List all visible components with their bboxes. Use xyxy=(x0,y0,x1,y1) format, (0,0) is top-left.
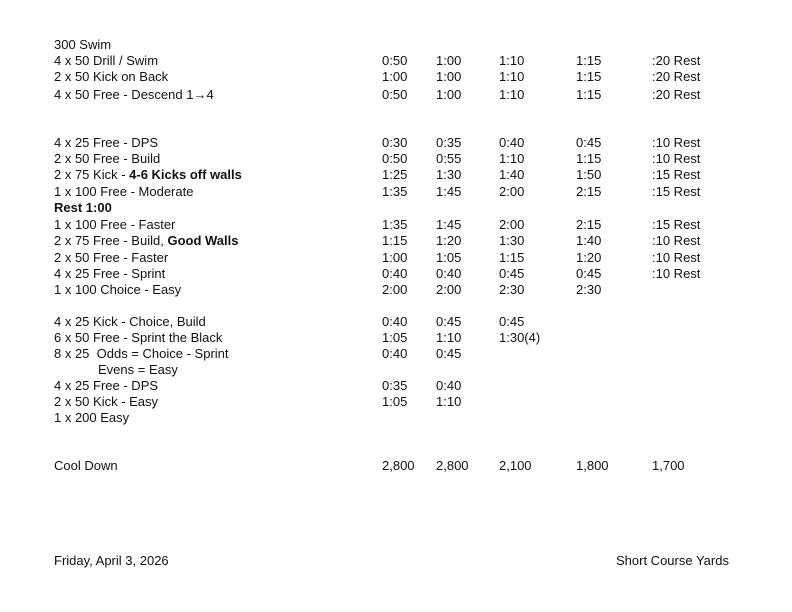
set-description: Evens = Easy xyxy=(98,362,178,377)
interval-group-1: 0:50 xyxy=(382,53,408,68)
set-description-text: 2 x 75 Kick - xyxy=(54,167,130,182)
interval-group-1: 1:25 xyxy=(382,167,408,182)
interval-group-1: 1:05 xyxy=(382,394,408,409)
rest-interval: :20 Rest xyxy=(652,53,701,68)
interval-group-3: 1:10 xyxy=(499,87,525,102)
interval-group-3: 2:00 xyxy=(499,217,525,232)
interval-group-3: 2:00 xyxy=(499,184,525,199)
interval-group-4: 1:50 xyxy=(576,167,602,182)
set-description: 4 x 50 Drill / Swim xyxy=(54,53,159,68)
footer-date: Friday, April 3, 2026 xyxy=(54,553,169,568)
set-row xyxy=(0,183,792,200)
set-description: 4 x 25 Free - DPS xyxy=(54,378,159,393)
interval-group-2: 1:05 xyxy=(436,250,462,265)
interval-group-2: 0:40 xyxy=(436,266,462,281)
interval-group-2: 0:40 xyxy=(436,378,462,393)
set-row xyxy=(0,36,792,53)
interval-group-1: 0:40 xyxy=(382,266,408,281)
set-description: 6 x 50 Free - Sprint the Black xyxy=(54,330,223,345)
rest-interval: :10 Rest xyxy=(652,250,701,265)
total-yardage-5: 1,700 xyxy=(652,458,685,473)
interval-group-4: 2:30 xyxy=(576,282,602,297)
interval-group-3: 1:30 xyxy=(499,233,525,248)
set-row xyxy=(0,409,792,426)
interval-group-1: 0:35 xyxy=(382,378,408,393)
set-description: 4 x 25 Free - Sprint xyxy=(54,266,166,281)
interval-group-3: 0:45 xyxy=(499,266,525,281)
set-row xyxy=(0,52,792,69)
interval-group-2: 0:45 xyxy=(436,314,462,329)
set-row xyxy=(0,166,792,183)
set-description-text: 2 x 75 Free - Build, xyxy=(54,233,168,248)
rest-interval: :10 Rest xyxy=(652,135,701,150)
interval-group-3: 0:45 xyxy=(499,314,525,329)
set-description: 4 x 25 Kick - Choice, Build xyxy=(54,314,206,329)
interval-group-1: 2:00 xyxy=(382,282,408,297)
interval-group-4: 1:15 xyxy=(576,69,602,84)
interval-group-4: 2:15 xyxy=(576,217,602,232)
interval-group-1: 0:30 xyxy=(382,135,408,150)
set-description: 1 x 100 Free - Moderate xyxy=(54,184,194,199)
interval-group-1: 0:50 xyxy=(382,151,408,166)
interval-group-2: 1:10 xyxy=(436,394,462,409)
interval-group-2: 1:30 xyxy=(436,167,462,182)
interval-group-4: 0:45 xyxy=(576,266,602,281)
interval-group-2: 1:10 xyxy=(436,330,462,345)
interval-group-1: 1:05 xyxy=(382,330,408,345)
interval-group-1: 0:40 xyxy=(382,346,408,361)
set-row xyxy=(0,249,792,266)
set-row xyxy=(0,377,792,394)
set-emphasis: Good Walls xyxy=(167,233,239,248)
interval-group-2: 1:45 xyxy=(436,217,462,232)
rest-interval: :20 Rest xyxy=(652,69,701,84)
interval-group-1: 0:50 xyxy=(382,87,408,102)
set-row xyxy=(0,345,792,362)
interval-group-2: 1:00 xyxy=(436,53,462,68)
interval-group-4: 1:15 xyxy=(576,151,602,166)
set-description: 4 x 25 Free - DPS xyxy=(54,135,159,150)
total-yardage-3: 2,100 xyxy=(499,458,532,473)
interval-group-4: 1:15 xyxy=(576,87,602,102)
set-description: 2 x 50 Kick on Back xyxy=(54,69,169,84)
interval-group-1: 1:35 xyxy=(382,184,408,199)
set-description: 1 x 100 Choice - Easy xyxy=(54,282,182,297)
total-yardage-4: 1,800 xyxy=(576,458,609,473)
total-yardage-1: 2,800 xyxy=(382,458,415,473)
interval-group-1: 1:15 xyxy=(382,233,408,248)
set-description: 4 x 50 Free - Descend 1→4 xyxy=(54,87,214,102)
set-row xyxy=(0,281,792,298)
interval-group-2: 2:00 xyxy=(436,282,462,297)
interval-group-4: 1:15 xyxy=(576,53,602,68)
set-description: 2 x 50 Kick - Easy xyxy=(54,394,159,409)
set-row xyxy=(0,134,792,151)
footer-course-type: Short Course Yards xyxy=(616,553,729,568)
set-description: 300 Swim xyxy=(54,37,112,52)
interval-group-4: 1:20 xyxy=(576,250,602,265)
set-description xyxy=(54,166,242,183)
interval-group-3: 1:15 xyxy=(499,250,525,265)
rest-interval: :10 Rest xyxy=(652,266,701,281)
cooldown-row xyxy=(0,457,792,474)
interval-group-2: 1:00 xyxy=(436,87,462,102)
rest-interval: :20 Rest xyxy=(652,87,701,102)
cooldown-label: Cool Down xyxy=(54,458,118,473)
interval-group-2: 1:20 xyxy=(436,233,462,248)
interval-group-2: 1:00 xyxy=(436,69,462,84)
set-row xyxy=(0,265,792,282)
total-yardage-2: 2,800 xyxy=(436,458,469,473)
interval-group-2: 1:45 xyxy=(436,184,462,199)
interval-group-3: 1:30(4) xyxy=(499,330,541,345)
interval-group-1: 1:00 xyxy=(382,250,408,265)
interval-group-3: 1:10 xyxy=(499,151,525,166)
set-row xyxy=(0,216,792,233)
set-description: 2 x 50 Free - Faster xyxy=(54,250,169,265)
interval-group-3: 1:10 xyxy=(499,53,525,68)
interval-group-4: 1:40 xyxy=(576,233,602,248)
set-description xyxy=(54,232,238,249)
set-row xyxy=(0,361,792,378)
interval-group-2: 0:35 xyxy=(436,135,462,150)
set-description: 1 x 100 Free - Faster xyxy=(54,217,176,232)
set-row xyxy=(0,313,792,330)
interval-group-1: 1:00 xyxy=(382,69,408,84)
rest-interval: :15 Rest xyxy=(652,167,701,182)
rest-interval: :15 Rest xyxy=(652,184,701,199)
interval-group-3: 0:40 xyxy=(499,135,525,150)
set-emphasis: 4-6 Kicks off walls xyxy=(129,167,242,182)
set-row xyxy=(0,150,792,167)
set-description: 1 x 200 Easy xyxy=(54,410,130,425)
interval-group-4: 2:15 xyxy=(576,184,602,199)
interval-group-1: 0:40 xyxy=(382,314,408,329)
set-row xyxy=(0,199,792,216)
set-row xyxy=(0,232,792,249)
set-row xyxy=(0,86,792,103)
rest-interval: :10 Rest xyxy=(652,233,701,248)
interval-group-3: 2:30 xyxy=(499,282,525,297)
rest-break-label: Rest 1:00 xyxy=(54,200,112,215)
interval-group-3: 1:40 xyxy=(499,167,525,182)
set-description: 2 x 50 Free - Build xyxy=(54,151,161,166)
set-description: 8 x 25 Odds = Choice - Sprint xyxy=(54,346,229,361)
rest-interval: :10 Rest xyxy=(652,151,701,166)
interval-group-3: 1:10 xyxy=(499,69,525,84)
set-row xyxy=(0,68,792,85)
interval-group-1: 1:35 xyxy=(382,217,408,232)
rest-interval: :15 Rest xyxy=(652,217,701,232)
interval-group-2: 0:45 xyxy=(436,346,462,361)
interval-group-2: 0:55 xyxy=(436,151,462,166)
set-row xyxy=(0,329,792,346)
interval-group-4: 0:45 xyxy=(576,135,602,150)
set-row xyxy=(0,393,792,410)
